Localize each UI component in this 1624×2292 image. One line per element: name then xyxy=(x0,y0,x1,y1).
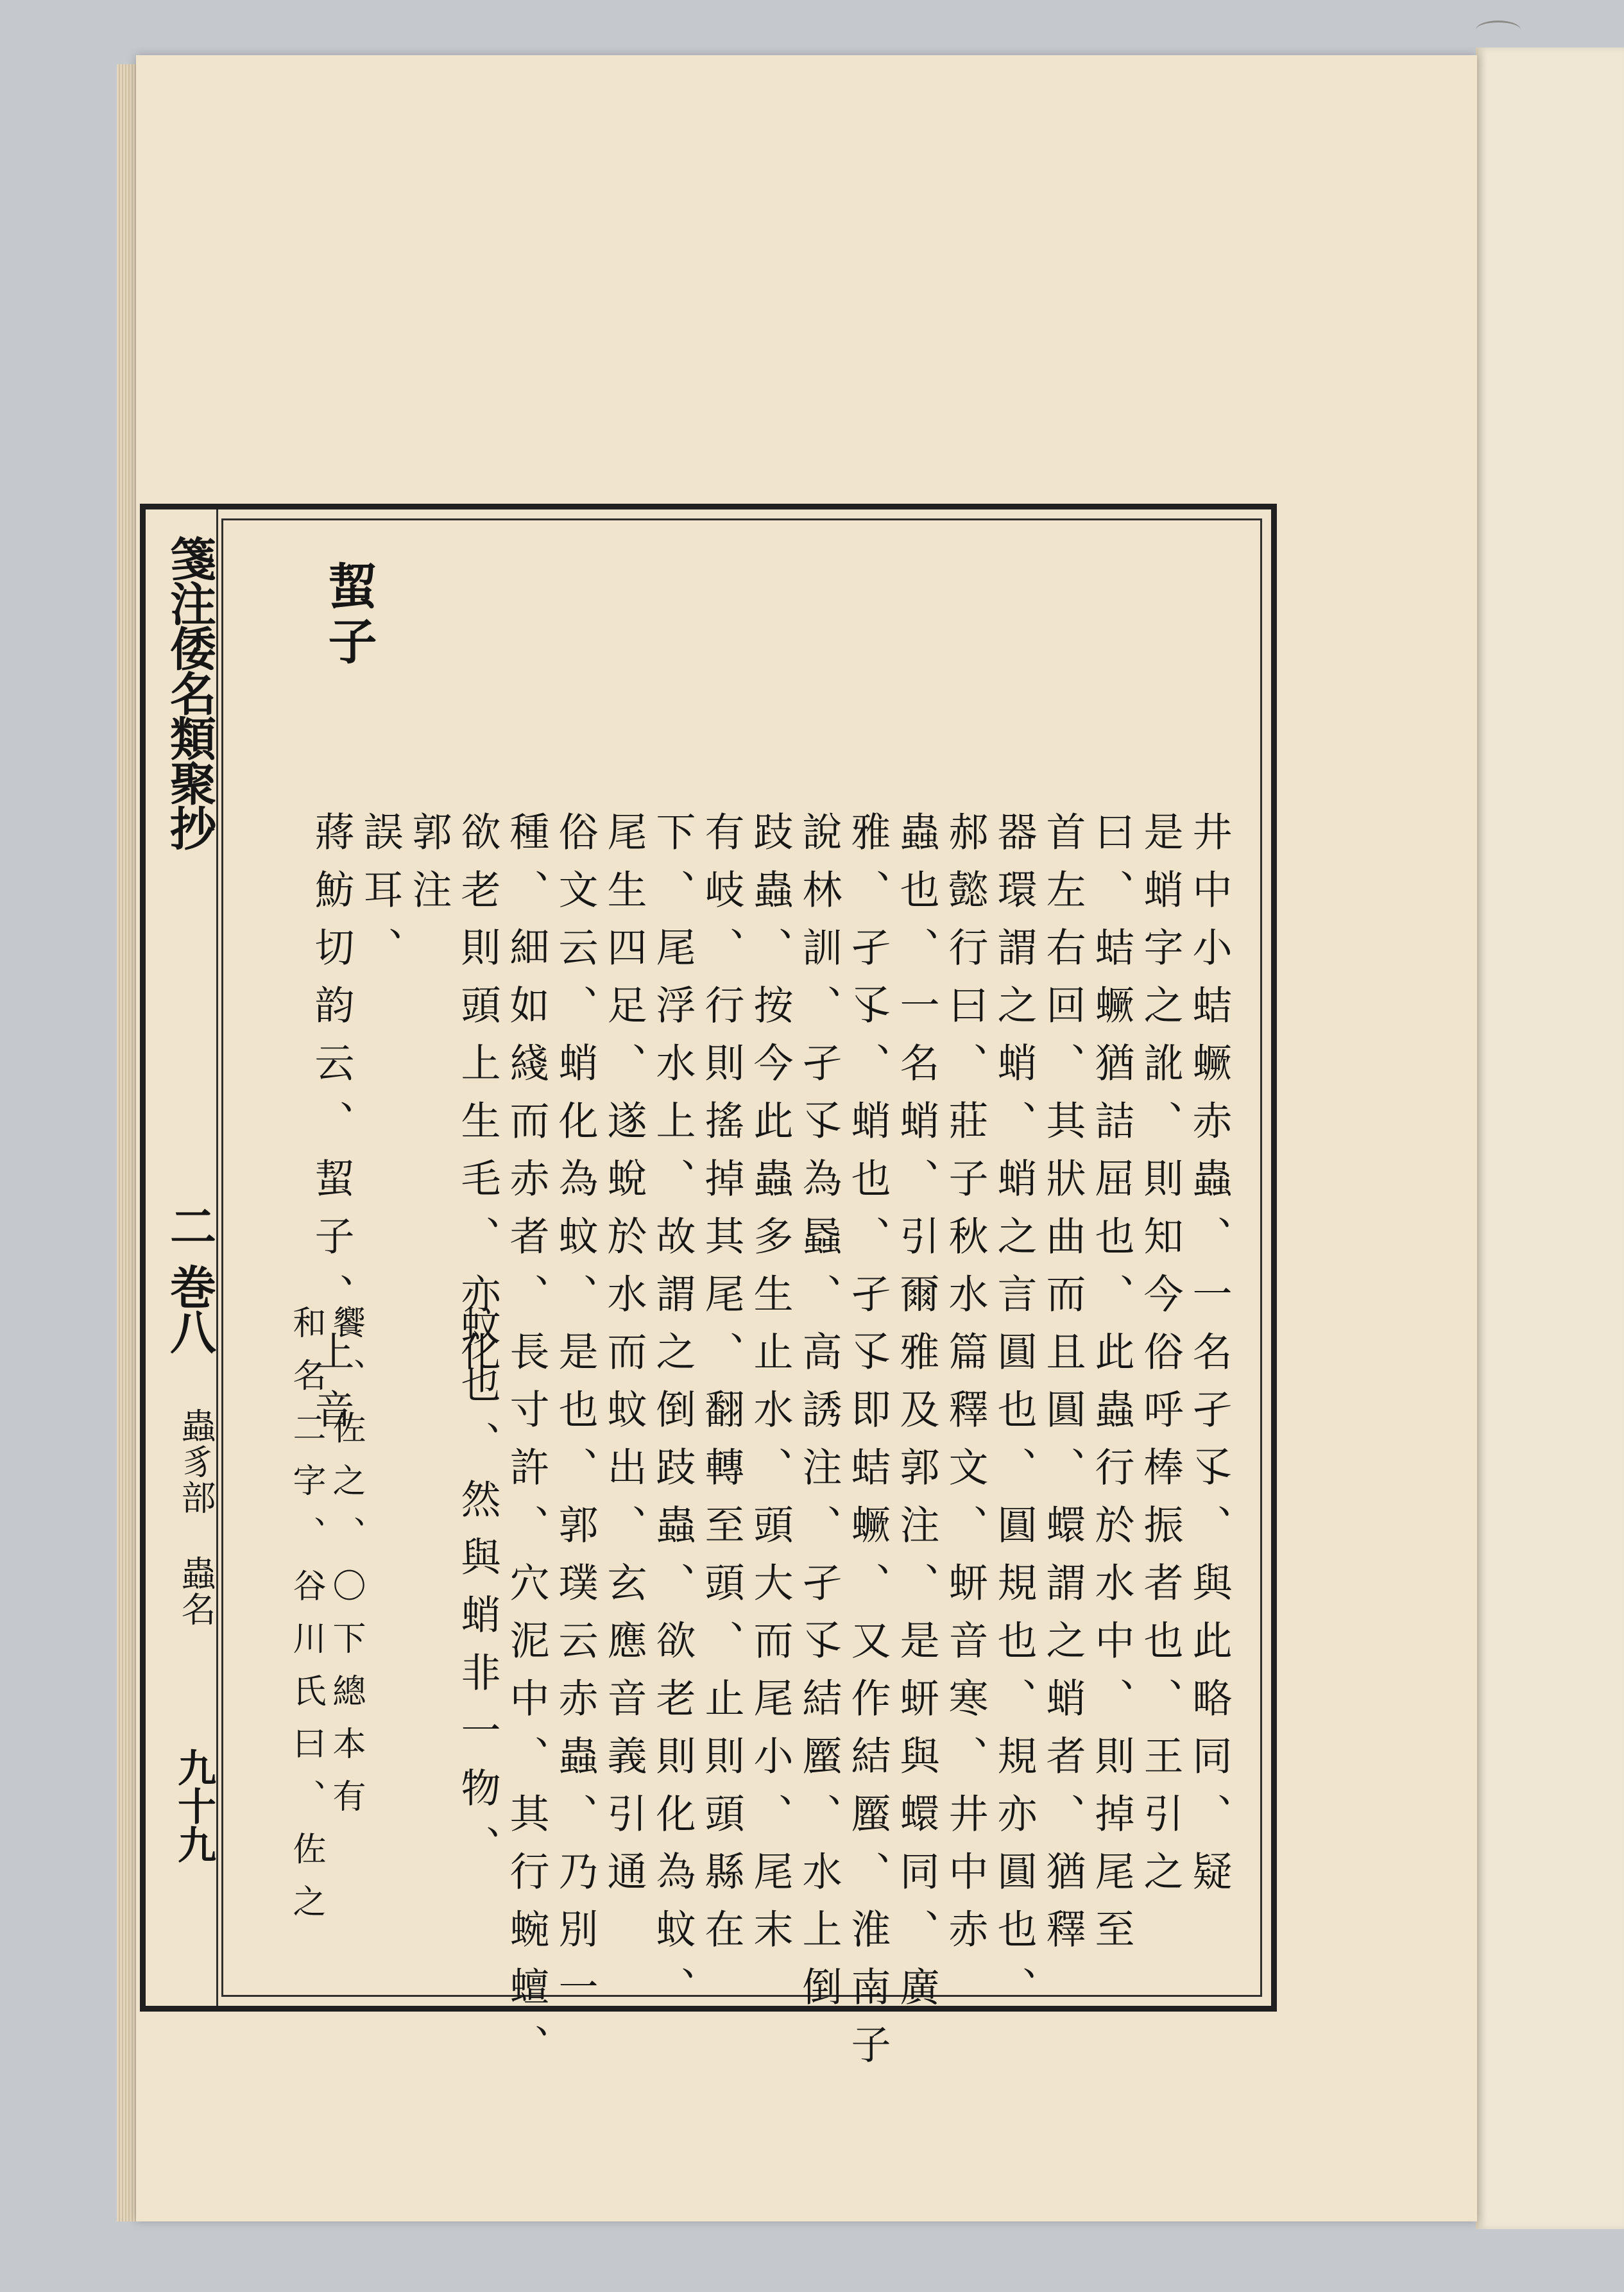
entry-heading: 蛪子 xyxy=(320,561,377,671)
text-line: 器環謂之蛸、蛸之言圓也、圓規也、規亦圓也、 xyxy=(991,811,1038,2024)
subcategory-label: 蟲名 xyxy=(176,1555,216,1627)
facing-page xyxy=(1476,47,1624,2229)
text-frame xyxy=(140,504,1277,2082)
text-line: 曰、蛣蟩猶詰屈也、此蟲行於水中、則掉尾至 xyxy=(1088,811,1135,1966)
volume-number: 二 xyxy=(162,1202,217,1247)
text-line: 尾生四足、遂蛻於水而蚊出、玄應音義引通 xyxy=(601,811,647,1908)
text-line: 饗、佐之、〇下總本有 xyxy=(327,1305,365,1831)
text-line: 和名二字、谷川氏曰、佐之 xyxy=(287,1305,325,1937)
binding-thread xyxy=(1476,21,1521,39)
page-number: 九十九 xyxy=(171,1748,216,1863)
text-line: 雅、孑孓、蛸也、孑孓即蛣蟩、又作結蟨、淮南子 xyxy=(844,811,891,2082)
text-line: 郭注 xyxy=(406,811,452,927)
text-line: 首左右回、其狀曲而且圓、蠉謂之蛸者、猶釋 xyxy=(1039,811,1086,1966)
text-line: 下、尾浮水上、故謂之倒跂蟲、欲老則化為蚊、 xyxy=(649,811,696,2024)
text-line: 種、細如綫而赤者、長寸許、穴泥中、其行蜿蟺、 xyxy=(503,811,550,2082)
text-line: 蚊也、然與蛸非一物、 xyxy=(454,1305,501,1883)
book-title: 箋注倭名類聚抄 xyxy=(162,535,217,850)
text-line: 是蛸字之訛、則知今俗呼棒振者也、王引之 xyxy=(1137,811,1184,1908)
text-line: 蔣魴切韵云、蛪子、上音 xyxy=(308,811,355,1446)
volume-label: 巻八 xyxy=(162,1263,217,1353)
text-line: 蟲也、一名蛸、引爾雅及郭注、是蚈與蠉同、廣 xyxy=(893,811,940,2024)
text-line: 井中小蛣蟩赤蟲、一名孑孓、與此略同、疑 xyxy=(1186,811,1233,1908)
text-line: 郝懿行曰、莊子秋水篇釋文、蚈音寒、井中赤 xyxy=(942,811,989,1966)
text-line: 說林訓、孑孓為蟁、高誘注、孑孓結蟨、水上倒 xyxy=(796,811,842,2024)
text-line: 誤耳、 xyxy=(357,811,404,984)
text-line: 欲老則頭上生毛、亦化 xyxy=(454,811,501,1389)
text-line: 俗文云、蛸化為蚊、是也、郭璞云赤蟲、乃別一 xyxy=(552,811,599,2024)
text-line: 跂蟲、按今此蟲多生止水、頭大而尾小、尾末 xyxy=(747,811,794,1966)
text-line: 有岐、行則搖掉其尾、翻轉至頭、止則頭縣在 xyxy=(698,811,745,1966)
category-label: 蟲豸部 xyxy=(176,1408,216,1516)
